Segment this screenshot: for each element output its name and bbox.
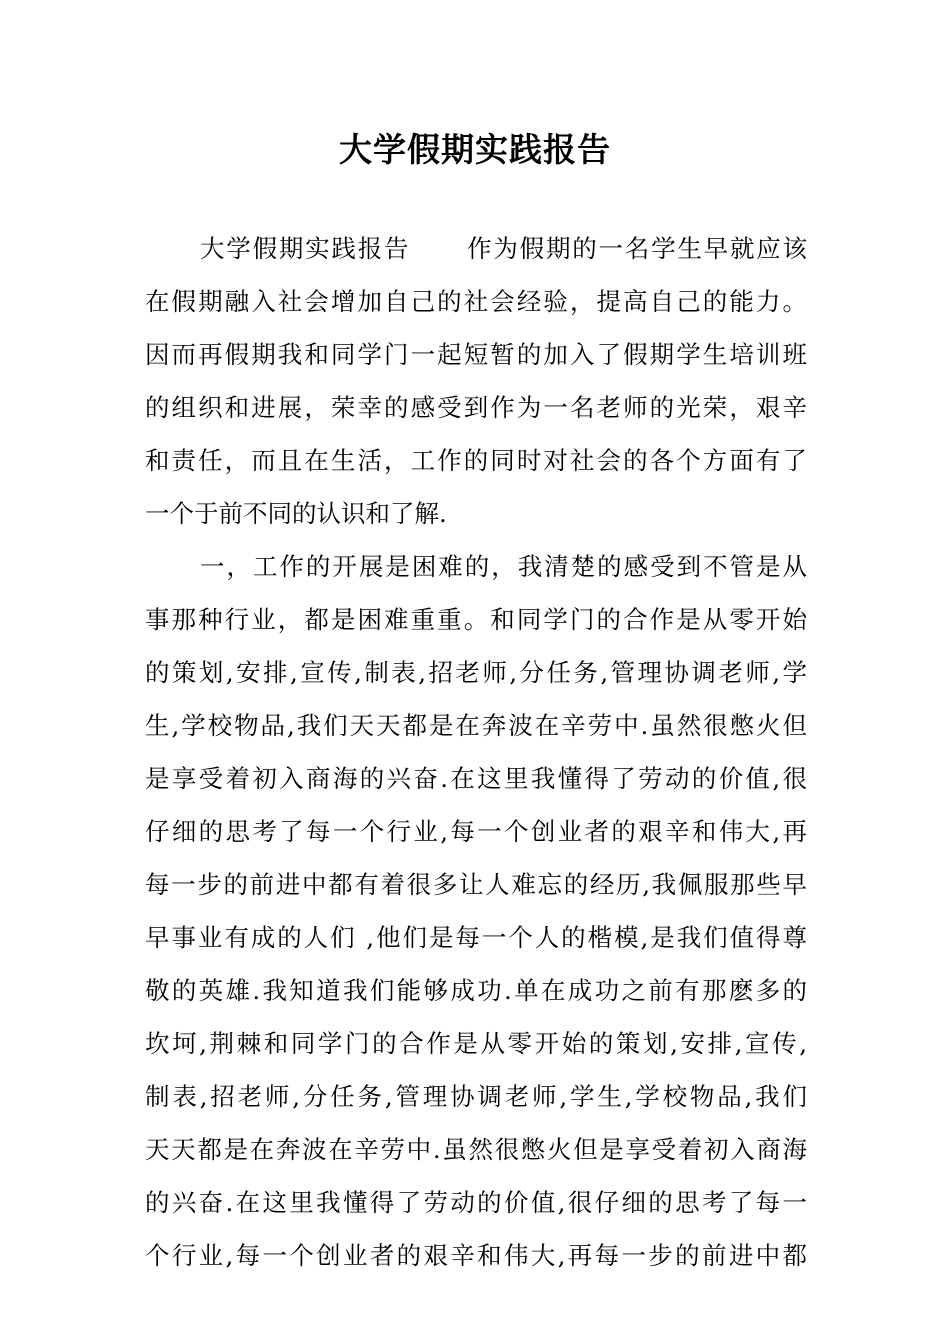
paragraph-line: 天天都是在奔波在辛劳中.虽然很憋火但是享受着初入商海 bbox=[145, 1135, 807, 1164]
paragraph-line: 事那种行业，都是困难重重。和同学门的合作是从零开始 bbox=[145, 605, 807, 634]
paragraph-1-line-1 bbox=[145, 222, 807, 275]
paragraph-line: 敬的英雄.我知道我们能够成功.单在成功之前有那麽多的 bbox=[145, 976, 807, 1005]
paragraph-line: 制表,招老师,分任务,管理协调老师,学生,学校物品,我们 bbox=[145, 1082, 807, 1111]
document-title: 大学假期实践报告 bbox=[339, 130, 611, 169]
paragraph-line: 坎坷,荆棘和同学门的合作是从零开始的策划,安排,宣传, bbox=[145, 1029, 807, 1058]
paragraph-line: 一，工作的开展是困难的，我清楚的感受到不管是从 bbox=[200, 552, 807, 581]
paragraph-line: 早事业有成的人们 ,他们是每一个人的楷模,是我们值得尊 bbox=[145, 923, 807, 952]
paragraph-line: 仔细的思考了每一个行业,每一个创业者的艰辛和伟大,再 bbox=[145, 817, 807, 846]
paragraph-line: 每一步的前进中都有着很多让人难忘的经历,我佩服那些早 bbox=[145, 870, 807, 899]
document-body bbox=[145, 222, 807, 1282]
paragraph-text: 作为假期的一名学生早就应该 bbox=[465, 234, 808, 263]
paragraph-line: 个行业,每一个创业者的艰辛和伟大,再每一步的前进中都 bbox=[145, 1241, 807, 1270]
paragraph-line: 因而再假期我和同学门一起短暂的加入了假期学生培训班 bbox=[145, 340, 807, 369]
paragraph-line: 和责任，而且在生活，工作的同时对社会的各个方面有了 bbox=[145, 446, 807, 475]
paragraph-line: 的组织和进展，荣幸的感受到作为一名老师的光荣，艰辛 bbox=[145, 393, 807, 422]
paragraph-line: 是享受着初入商海的兴奋.在这里我懂得了劳动的价值,很 bbox=[145, 764, 807, 793]
paragraph-line: 一个于前不同的认识和了解. bbox=[145, 499, 447, 528]
paragraph-line: 在假期融入社会增加自己的社会经验，提高自己的能力。 bbox=[145, 287, 807, 316]
paragraph-line: 的兴奋.在这里我懂得了劳动的价值,很仔细的思考了每一 bbox=[145, 1188, 807, 1217]
paragraph-line: 生,学校物品,我们天天都是在奔波在辛劳中.虽然很憋火但 bbox=[145, 711, 807, 740]
paragraph-line: 的策划,安排,宣传,制表,招老师,分任务,管理协调老师,学 bbox=[145, 658, 807, 687]
paragraph-lead: 大学假期实践报告 bbox=[200, 234, 411, 263]
